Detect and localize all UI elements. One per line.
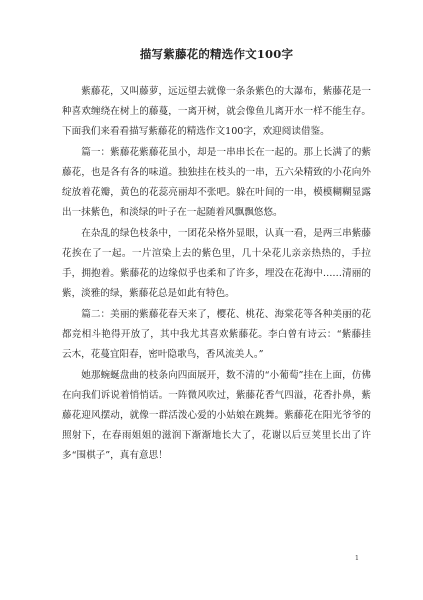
document-body (62, 82, 371, 466)
paragraph-intro: 紫藤花，又叫藤萝，远远望去就像一条条紫色的大瀑布，紫藤花是一种喜欢缠绕在树上的藤蔓，一离开树，就会像鱼儿离开水一样不能生存。下面我们来看看描写紫藤花的精选作文100字，欢迎阅读借鉴。 (62, 86, 371, 137)
document-title: 描写紫藤花的精选作文100字 (139, 47, 294, 61)
paragraph-essay-two: 篇二：美丽的紫藤花春天来了，樱花、桃花、海棠花等各种美丽的花都竞相斗艳得开放了，其中我尤其喜欢紫藤花。李白曾有诗云：“紫藤挂云木，花蔓宜阳春，密叶隐歌鸟，香风流美人。” (62, 309, 371, 360)
paragraph-essay-one: 篇一：紫藤花紫藤花虽小，却是一串串长在一起的。那上长满了的紫藤花，也是各有各的味道。独独挂在枝头的一串，五六朵精致的小花向外绽放着花瓣，黄色的花蕊亮丽却不张吧。躲在叶间的一串，模模糊糊显露出一抹紫色，和淡绿的叶子在一起随着风飘飘悠悠。 (62, 147, 371, 218)
page-number: 1 (354, 554, 359, 562)
paragraph-essay-one-continued: 在杂乱的绿色枝条中，一团花朵格外显眼，认真一看，是两三串紫藤花挨在了一起。一片渲染上去的紫色里，几十朵花儿亲亲热热的，手拉手，拥抱着。紫藤花的边缘似乎也柔和了许多，埋没在花海中……清丽的紫，淡雅的绿，紫藤花总是如此有特色。 (62, 228, 371, 299)
paragraph-essay-two-continued: 她那蜿蜒盘曲的枝条向四面展开，数不清的“小葡萄”挂在上面，仿佛在向我们诉说着悄悄话。一阵微风吹过，紫藤花香气四溢，花香扑鼻，紫藤花迎风摆动，就像一群活泼心爱的小姑娘在跳舞。紫藤花在阳光爷爷的照射下，在春雨姐姐的滋润下渐渐地长大了，花谢以后豆荚里长出了许多“围棋子”，真有意思！ (62, 370, 371, 461)
